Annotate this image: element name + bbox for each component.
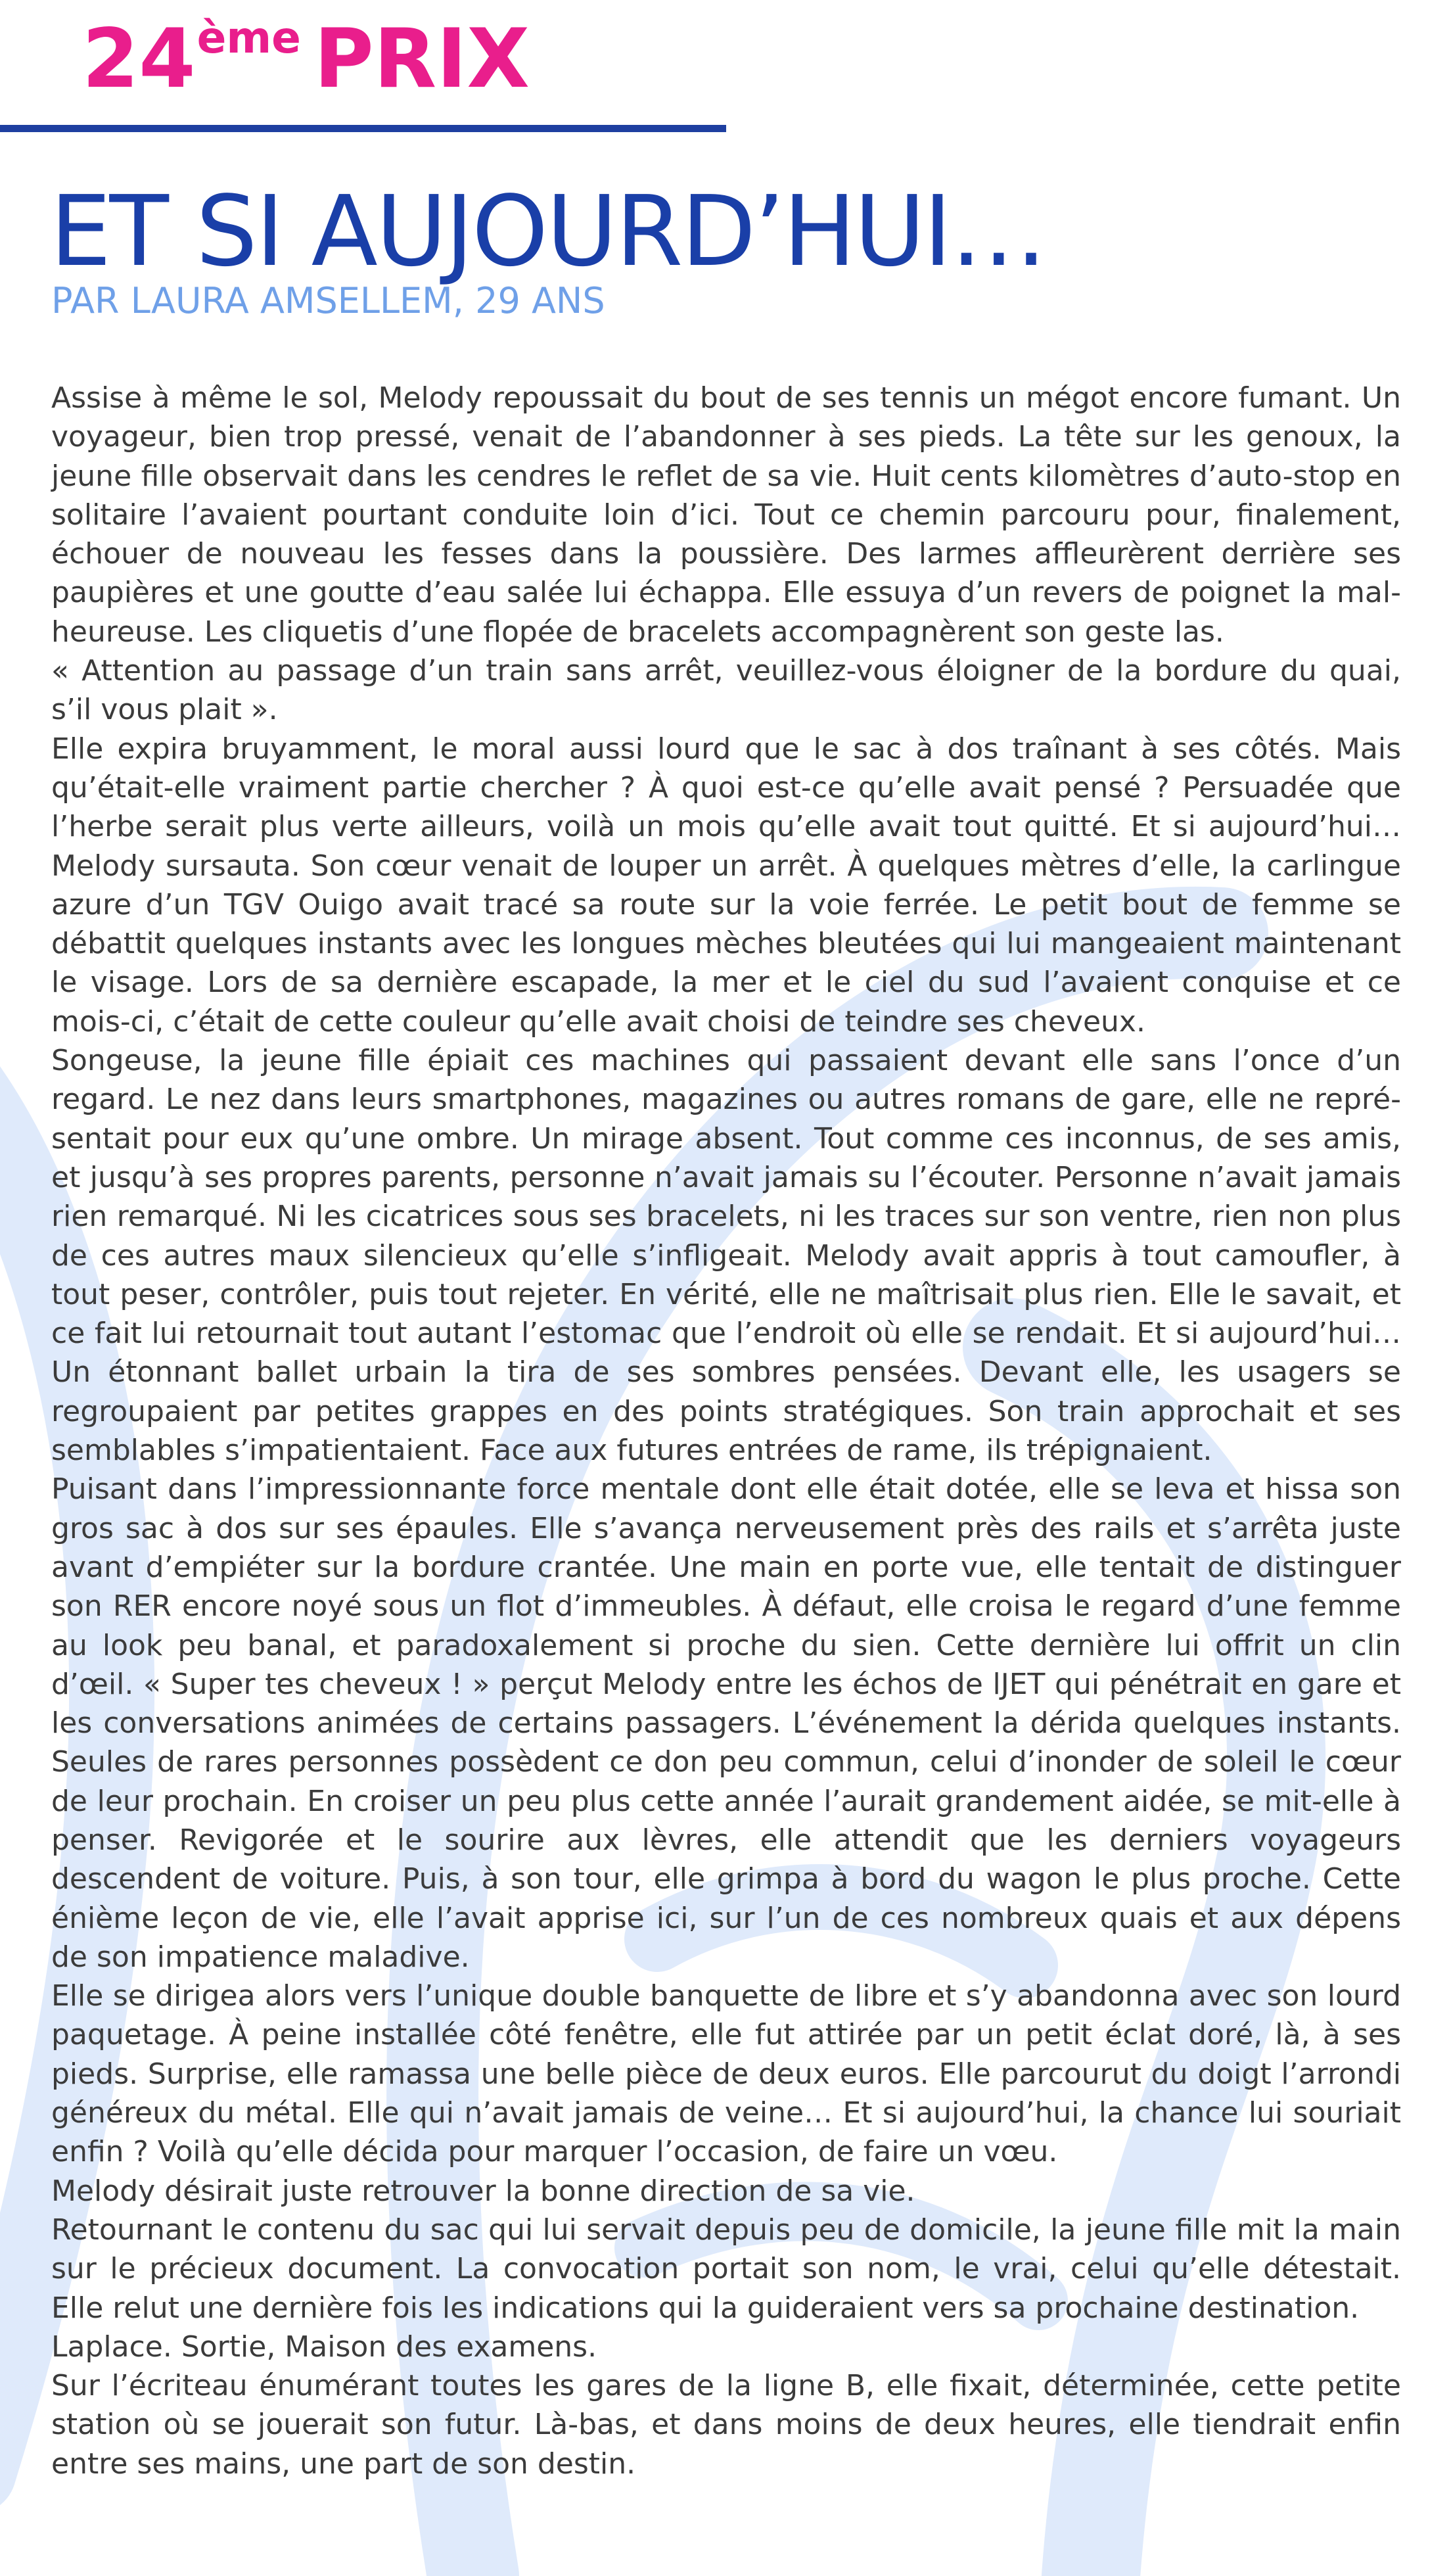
- prize-header: [0, 0, 726, 138]
- prize-suffix: ème: [196, 12, 301, 63]
- article-paragraph: Retournant le contenu du sac qui lui servait depuis peu de domicile, la jeune fille mit la main sur le précieux document. La convocation portait son nom, le vrai, celui qu’elle détestait. Elle relut une dernière fois les indications qui la guideraient vers sa prochaine destination.: [51, 2213, 1401, 2325]
- article-paragraph: Sur l’écriteau énumérant toutes les gares de la ligne B, elle fixait, déterminée, cette petite station où se jouerait son futur. Là-bas, et dans moins de deux heures, elle tiendrait enfin entre ses mains, une part de son destin.: [51, 2369, 1401, 2481]
- article-byline: PAR LAURA AMSELLEM, 29 ANS: [51, 280, 605, 321]
- article-paragraph: Elle se dirigea alors vers l’unique double banquette de libre et s’y abandonna avec son lourd paquetage. À peine installée côté fenêtre, elle fut attirée par un petit éclat doré, là, à ses pieds. Surprise, elle ramassa une belle pièce de deux euros. Elle parcourut du doigt l’arrondi généreux du métal. Elle qui n’avait jamais de veine… Et si aujourd’hui, la chance lui souriait enfin ? Voilà qu’elle décida pour marquer l’occasion, de faire un vœu.: [51, 1979, 1401, 2169]
- article-body: [51, 379, 1401, 2483]
- article-paragraph: Elle expira bruyamment, le moral aussi lourd que le sac à dos traînant à ses côtés. Mais qu’était-elle vraiment partie chercher ? À quoi est-ce qu’elle avait pensé ? Persuadée que l’herbe serait plus verte ailleurs, voilà un mois qu’elle avait tout quitté. Et si aujourd’hui… Melody sursauta. Son cœur venait de louper un arrêt. À quelques mètres d’elle, la carlingue azure d’un TGV Ouigo avait tracé sa route sur la voie ferrée. Le petit bout de femme se débattit quelques instants avec les longues mèches bleutées qui lui mangeaient maintenant le visage. Lors de sa dernière escapade, la mer et le ciel du sud l’avaient conquise et ce mois-ci, c’était de cette couleur qu’elle avait choisi de teindre ses cheveux.: [51, 732, 1401, 1039]
- article-paragraph: Melody désirait juste retrouver la bonne direction de sa vie.: [51, 2174, 915, 2208]
- prize-heading: [82, 12, 530, 106]
- prize-number: 24: [82, 12, 196, 106]
- prize-word: PRIX: [313, 12, 530, 106]
- article-paragraph: Assise à même le sol, Melody repoussait du bout de ses tennis un mégot encore fumant. Un voyageur, bien trop pressé, venait de l’abandonner à ses pieds. La tête sur les genoux, la jeune fille observait dans les cendres le reflet de sa vie. Huit cents kilomètres d’auto-stop en solitaire l’avaient pourtant conduite loin d’ici. Tout ce chemin parcouru pour, finalement, échouer de nouveau les fesses dans la poussière. Des larmes affleurèrent derrière ses paupières et une goutte d’eau salée lui échappa. Elle essuya d’un revers de poignet la malheureuse. Les cliquetis d’une flopée de bracelets accompagnèrent son geste las.: [51, 381, 1401, 649]
- header-divider: [0, 125, 726, 132]
- article-title: ET SI AUJOURD’HUI…: [50, 175, 1046, 288]
- article-paragraph: « Attention au passage d’un train sans arrêt, veuillez-vous éloigner de la bordure du quai, s’il vous plait ».: [51, 654, 1401, 727]
- article-paragraph: Puisant dans l’impressionnante force mentale dont elle était dotée, elle se leva et hissa son gros sac à dos sur ses épaules. Elle s’avança nerveusement près des rails et s’arrêta juste avant d’empiéter sur la bordure crantée. Une main en porte vue, elle tentait de distinguer son RER encore noyé sous un flot d’immeubles. À défaut, elle croisa le regard d’une femme au look peu banal, et paradoxalement si proche du sien. Cette dernière lui offrit un clin d’œil. « Super tes cheveux ! » perçut Melody entre les échos de lJET qui pénétrait en gare et les conversations animées de certains passagers. L’événement la dérida quelques instants. Seules de rares personnes possèdent ce don peu commun, celui d’inonder de soleil le cœur de leur prochain. En croiser un peu plus cette année l’aurait grandement aidée, se mit-elle à penser. Revigorée et le sourire aux lèvres, elle attendit que les derniers voyageurs descendent de voiture. Puis, à son tour, elle grimpa à bord du wagon le plus proche. Cette énième leçon de vie, elle l’avait apprise ici, sur l’un de ces nombreux quais et aux dépens de son impatience maladive.: [51, 1472, 1401, 1974]
- article-paragraph: Songeuse, la jeune fille épiait ces machines qui passaient devant elle sans l’once d’un regard. Le nez dans leurs smartphones, magazines ou autres romans de gare, elle ne représentait pour eux qu’une ombre. Un mirage absent. Tout comme ces inconnus, de ses amis, et jusqu’à ses propres parents, personne n’avait jamais su l’écouter. Personne n’avait jamais rien remarqué. Ni les cicatrices sous ses bracelets, ni les traces sur son ventre, rien non plus de ces autres maux silencieux qu’elle s’infligeait. Melody avait appris à tout camoufler, à tout peser, contrôler, puis tout rejeter. En vérité, elle ne maîtrisait plus rien. Elle le savait, et ce fait lui retournait tout autant l’estomac que l’endroit où elle se rendait. Et si aujourd’hui… Un étonnant ballet urbain la tira de ses sombres pensées. Devant elle, les usagers se regroupaient par petites grappes en des points stratégiques. Son train approchait et ses semblables s’impatientaient. Face aux futures entrées de rame, ils trépignaient.: [51, 1044, 1401, 1468]
- article-paragraph: Laplace. Sortie, Maison des examens.: [51, 2330, 597, 2364]
